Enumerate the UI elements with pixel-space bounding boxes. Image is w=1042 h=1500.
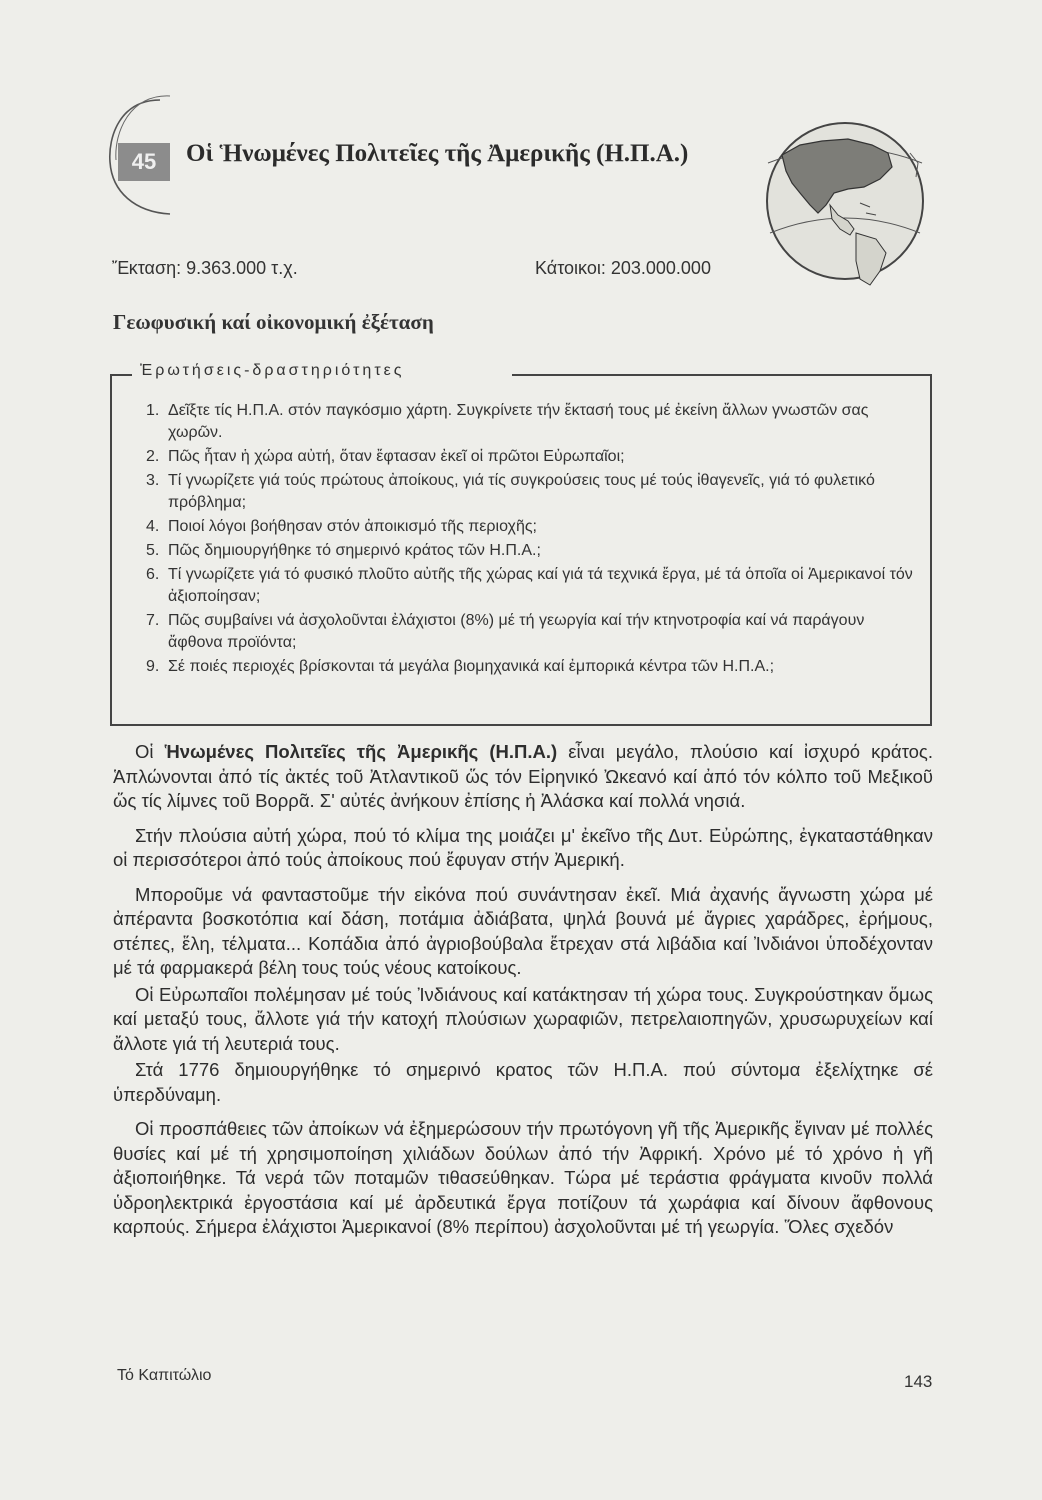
question-item: 1. Δεῖξτε τίς Η.Π.Α. στόν παγκόσμιο χάρτη. Συγκρίνετε τήν ἔκτασή τους μέ ἐκείνη ἄλλων γνωστῶν σας χωρῶν. — [146, 402, 869, 441]
population-stat: Κάτοικοι: 203.000.000 — [535, 258, 711, 278]
question-item: 7. Πῶς συμβαίνει νά ἀσχολοῦνται ἐλάχιστοι (8%) μέ τή γεωργία καί τήν κτηνοτροφία καί νά παράγουν ἄφθονα προϊόντα; — [146, 612, 865, 651]
question-item: 3. Τί γνωρίζετε γιά τούς πρώτους ἀποίκους, γιά τίς συγκρούσεις τους μέ τούς ἰθαγενεῖς, γιά τό φυλετικό πρόβλημα; — [146, 472, 875, 511]
lesson-number-badge: 45 — [118, 143, 170, 181]
paragraph-6: Οἱ προσπάθειες τῶν ἀποίκων νά ἐξημερώσουν τήν πρωτόγονη γῆ τῆς Ἀμερικῆς ἔγιναν μέ πολλές θυσίες καί μέ τή χρησιμοποίηση χιλιάδων δούλων ἀπό τήν Ἀφρική. Χρόνο μέ τό χρόνο ἡ γῆ ἀξιοποιήθηκε. Τά νερά τῶν ποταμῶν τιθασεύθηκαν. Τώρα μέ τεράστια φράγματα κινοῦν πολλά ὑδροηλεκτρικά ἐργοστάσια καί μέ ἀρδευτικά ἔργα ποτίζουν τά χωράφια καί δίνουν ἄφθονους καρπούς. Σήμερα ἐλάχιστοι Ἀμερικανοί (8% περίπου) ἀσχολοῦνται μέ τή γεωργία. Ὅλες σχεδόν — [113, 1118, 933, 1237]
paragraph-1: Οἱ Ἡνωμένες Πολιτεῖες τῆς Ἀμερικῆς (Η.Π.Α.) εἶναι μεγάλο, πλούσιο καί ἰσχυρό κράτος. Ἁπλώνονται ἀπό τίς ἀκτές τοῦ Ἀτλαντικοῦ ὥς τόν Εἰρηνικό Ὠκεανό καί ἀπό τόν κόλπο τοῦ Μεξικοῦ ὥς τίς λίμνες τοῦ Βορρᾶ. Σ' αὐτές ἀνήκουν ἐπίσης ἡ Ἀλάσκα καί πολλά νησιά. — [113, 741, 933, 811]
paragraph-3: Μποροῦμε νά φανταστοῦμε τήν εἰκόνα πού συνάντησαν ἐκεῖ. Μιά ἀχανής ἄγνωστη χώρα μέ ἀπέραντα βοσκοτόπια καί δάση, ποτάμια ἀδιάβατα, ψηλά βουνά μέ ἄγριες χαράδρες, ἐρήμους, στέπες, ἕλη, τέλματα... Κοπάδια ἀπό ἀγριοβούβαλα ἔτρεχαν στά λιβάδια καί Ἰνδιάνοι ὑποδέχονταν μέ τά φαρμακερά βέλη τους τούς νέους κατοίκους. — [113, 883, 933, 978]
paragraph-2: Στήν πλούσια αὐτή χώρα, πού τό κλίμα της μοιάζει μ' ἐκεῖνο τῆς Δυτ. Εὐρώπης, ἐγκαταστάθηκαν οἱ περισσότεροι ἀπό τούς ἀποίκους πού ἔφυγαν στήν Ἀμερική. — [113, 824, 933, 870]
question-item: 9. Σέ ποιές περιοχές βρίσκονται τά μεγάλα βιομηχανικά καί ἐμπορικά κέντρα τῶν Η.Π.Α.; — [146, 658, 775, 675]
footer-chapter-label: Τό Καπιτώλιο — [117, 1367, 212, 1384]
body-text — [113, 740, 933, 1250]
area-stat: Ἔκταση: 9.363.000 τ.χ. — [112, 258, 298, 278]
question-item: 6. Τί γνωρίζετε γιά τό φυσικό πλοῦτο αὐτῆς τῆς χώρας καί γιά τά τεχνικά ἔργα, μέ τά ὁποῖα οἱ Ἀμερικανοί τόν ἀξιοποίησαν; — [146, 566, 913, 605]
globe-map-illustration — [760, 93, 930, 298]
section-subtitle: Γεωφυσική καί οἰκονομική ἐξέταση — [113, 310, 434, 334]
question-item: 5. Πῶς δημιουργήθηκε τό σημερινό κράτος τῶν Η.Π.Α.; — [146, 542, 541, 559]
questions-heading: Ἐρωτήσεις-δραστηριότητες — [140, 362, 405, 379]
question-item: 2. Πῶς ἦταν ἡ χώρα αὐτή, ὅταν ἔφτασαν ἐκεῖ οἱ πρῶτοι Εὐρωπαῖοι; — [146, 448, 625, 465]
paragraph-5: Στά 1776 δημιουργήθηκε τό σημερινό κρατος τῶν Η.Π.Α. πού σύντομα ἐξελίχτηκε σέ ὑπερδύναμη. — [113, 1059, 933, 1105]
paragraph-4: Οἱ Εὐρωπαῖοι πολέμησαν μέ τούς Ἰνδιάνους καί κατάκτησαν τή χώρα τους. Συγκρούστηκαν ὅμως καί μεταξύ τους, ἄλλοτε γιά τήν κατοχή πλούσιων χωραφιῶν, πετρελαιοπηγῶν, χρυσωρυχείων καί ἄλλοτε γιά τή λευτεριά τους. — [113, 983, 933, 1054]
question-item: 4. Ποιοί λόγοι βοήθησαν στόν ἀποικισμό τῆς περιοχῆς; — [146, 518, 537, 535]
questions-list — [146, 400, 916, 680]
page-title: Οἱ Ἡνωμένες Πολιτεῖες τῆς Ἀμερικῆς (Η.Π.Α.) — [186, 140, 689, 167]
page-number: 143 — [904, 1372, 933, 1391]
questions-box-top-left-rule — [110, 374, 132, 376]
questions-box-top-right-rule — [512, 374, 930, 376]
